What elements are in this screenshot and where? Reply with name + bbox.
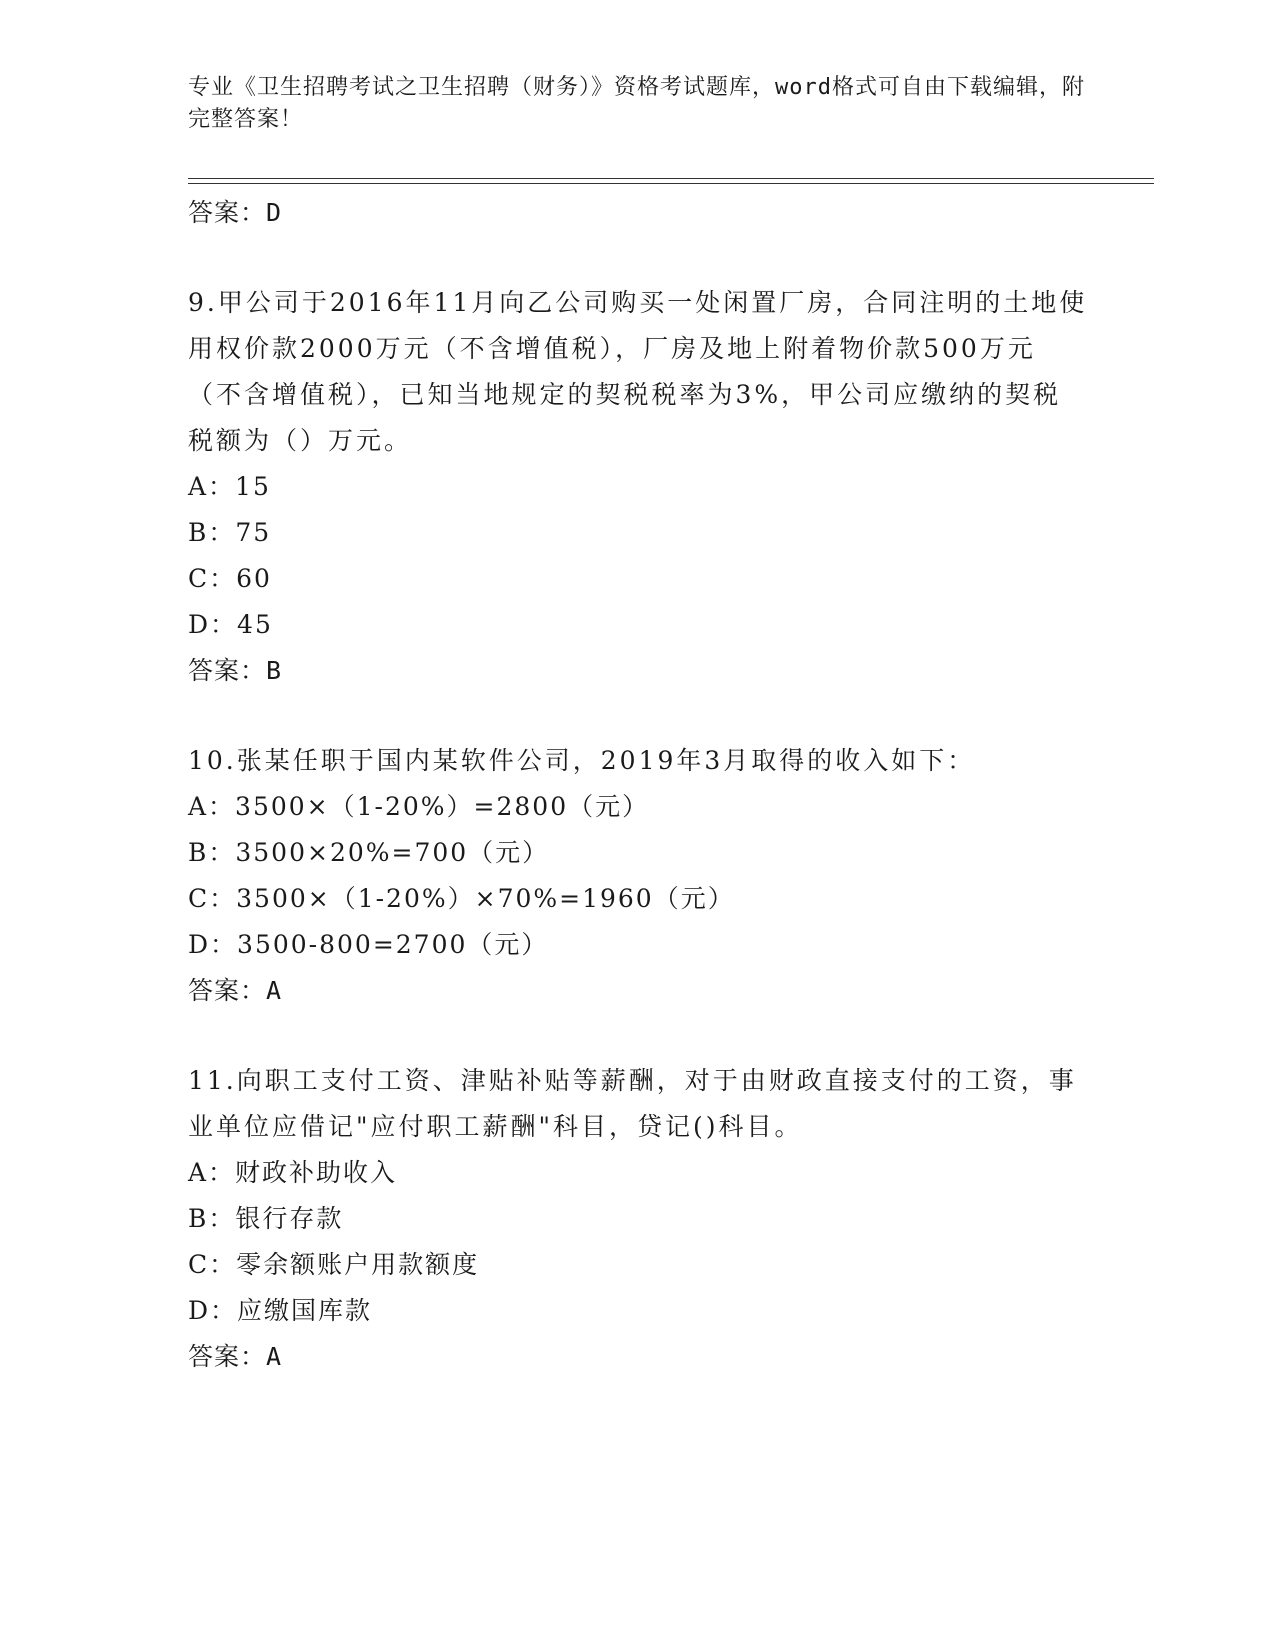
question-10: [188, 738, 1088, 1014]
question-text: 11.向职工支付工资、津贴补贴等薪酬，对于由财政直接支付的工资，事业单位应借记"应付职工薪酬"科目，贷记()科目。: [188, 1066, 1077, 1141]
question-11: [188, 1058, 1088, 1380]
question-9: [188, 280, 1088, 694]
option-c: C：60: [188, 564, 272, 593]
answer-line: 答案：A: [188, 976, 283, 1005]
option-d: D：45: [188, 610, 273, 639]
header-rule-bottom: [188, 183, 1154, 184]
answer-line: 答案：D: [188, 198, 283, 227]
answer-line: 答案：B: [188, 656, 283, 685]
option-d: D：3500-800=2700（元）: [188, 930, 549, 959]
option-a: A：15: [188, 472, 271, 501]
header-rule-top: [188, 178, 1154, 179]
option-b: B：75: [188, 518, 272, 547]
document-body: [188, 190, 1088, 1380]
option-a: A：财政补助收入: [188, 1158, 398, 1187]
option-b: B：银行存款: [188, 1204, 344, 1233]
question-text: 9.甲公司于2016年11月向乙公司购买一处闲置厂房，合同注明的土地使用权价款2000万元（不含增值税），厂房及地上附着物价款500万元（不含增值税），已知当地规定的契税税率为3%，甲公司应缴纳的契税税额为（）万元。: [188, 288, 1088, 455]
option-c: C：3500×（1-20%）×70%=1960（元）: [188, 884, 735, 913]
option-b: B：3500×20%=700（元）: [188, 838, 550, 867]
option-a: A：3500×（1-20%）=2800（元）: [188, 792, 650, 821]
answer-line: 答案：A: [188, 1342, 283, 1371]
option-c: C：零余额账户用款额度: [188, 1250, 480, 1279]
page-header: 专业《卫生招聘考试之卫生招聘（财务）》资格考试题库，word格式可自由下载编辑，附完整答案！: [188, 75, 1085, 132]
option-d: D：应缴国库款: [188, 1296, 373, 1325]
question-text: 10.张某任职于国内某软件公司，2019年3月取得的收入如下：: [188, 746, 976, 775]
